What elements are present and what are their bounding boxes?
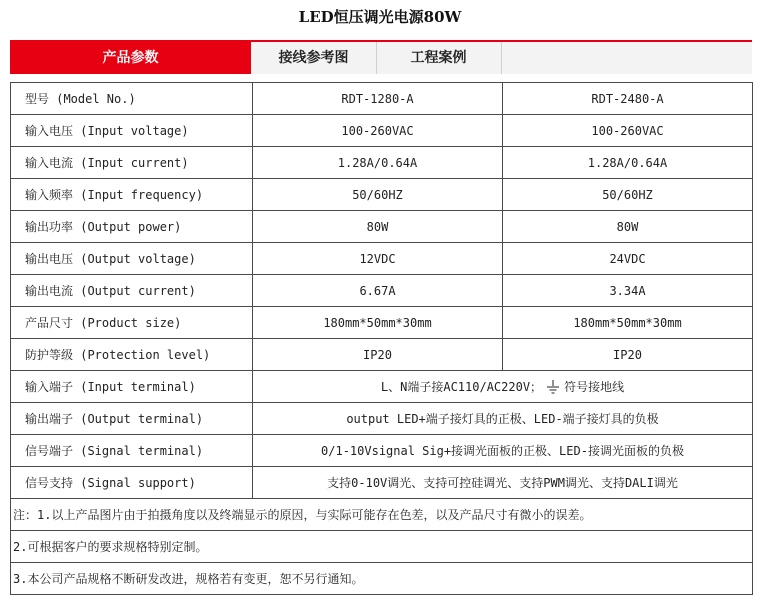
output-terminal-value: output LED+端子接灯具的正极、LED-端子接灯具的负极 [253,403,753,435]
cell-value-a: 1.28A/0.64A [253,147,503,179]
table-row [11,243,753,275]
row-label: 信号端子 (Signal terminal) [11,435,253,467]
tab-product-params[interactable]: 产品参数 [10,42,251,74]
table-row [11,435,753,467]
table-row [11,275,753,307]
table-row [11,499,753,531]
row-label: 型号 (Model No.) [11,83,253,115]
table-row [11,211,753,243]
input-terminal-text: L、N端子接AC110/AC220V； [380,380,543,394]
cell-value-a: RDT-1280-A [253,83,503,115]
spec-table [10,82,753,595]
cell-value-b: IP20 [503,339,753,371]
table-row [11,179,753,211]
cell-value-a: IP20 [253,339,503,371]
signal-support-value: 支持0-10V调光、支持可控硅调光、支持PWM调光、支持DALI调光 [253,467,753,499]
page-title: LED恒压调光电源80W [298,8,462,26]
table-row [11,371,753,403]
table-row [11,115,753,147]
row-label: 防护等级 (Protection level) [11,339,253,371]
cell-value-a: 80W [253,211,503,243]
note-3: 3.本公司产品规格不断研发改进，规格若有变更，恕不另行通知。 [11,563,753,595]
row-label: 输入频率 (Input frequency) [11,179,253,211]
table-row [11,147,753,179]
note-2: 2.可根据客户的要求规格特别定制。 [11,531,753,563]
note-1: 注：1.以上产品图片由于拍摄角度以及终端显示的原因，与实际可能存在色差，以及产品尺寸有微小的误差。 [11,499,753,531]
cell-value-b: 100-260VAC [503,115,753,147]
cell-value-a: 180mm*50mm*30mm [253,307,503,339]
cell-value-b: 80W [503,211,753,243]
row-label: 输出电压 (Output voltage) [11,243,253,275]
signal-terminal-value: 0/1-10Vsignal Sig+接调光面板的正极、LED-接调光面板的负极 [253,435,753,467]
row-label: 输入电流 (Input current) [11,147,253,179]
cell-value-b: 24VDC [503,243,753,275]
table-row [11,307,753,339]
cell-value-b: 180mm*50mm*30mm [503,307,753,339]
tab-wiring-diagram[interactable]: 接线参考图 [251,42,377,74]
cell-value-b: 50/60HZ [503,179,753,211]
input-terminal-value [253,371,753,403]
table-row [11,531,753,563]
row-label: 信号支持 (Signal support) [11,467,253,499]
tab-bar [10,40,752,74]
row-label: 输出功率 (Output power) [11,211,253,243]
table-row [11,563,753,595]
cell-value-b: RDT-2480-A [503,83,753,115]
table-row [11,467,753,499]
table-row [11,83,753,115]
input-terminal-suffix: 符号接地线 [564,380,625,394]
cell-value-a: 6.67A [253,275,503,307]
cell-value-a: 100-260VAC [253,115,503,147]
row-label: 产品尺寸 (Product size) [11,307,253,339]
row-label: 输入端子 (Input terminal) [11,371,253,403]
tab-project-cases[interactable]: 工程案例 [376,42,502,74]
ground-icon [546,380,560,394]
row-label: 输出端子 (Output terminal) [11,403,253,435]
cell-value-b: 3.34A [503,275,753,307]
row-label: 输入电压 (Input voltage) [11,115,253,147]
cell-value-b: 1.28A/0.64A [503,147,753,179]
cell-value-a: 12VDC [253,243,503,275]
cell-value-a: 50/60HZ [253,179,503,211]
table-row [11,339,753,371]
table-row [11,403,753,435]
row-label: 输出电流 (Output current) [11,275,253,307]
